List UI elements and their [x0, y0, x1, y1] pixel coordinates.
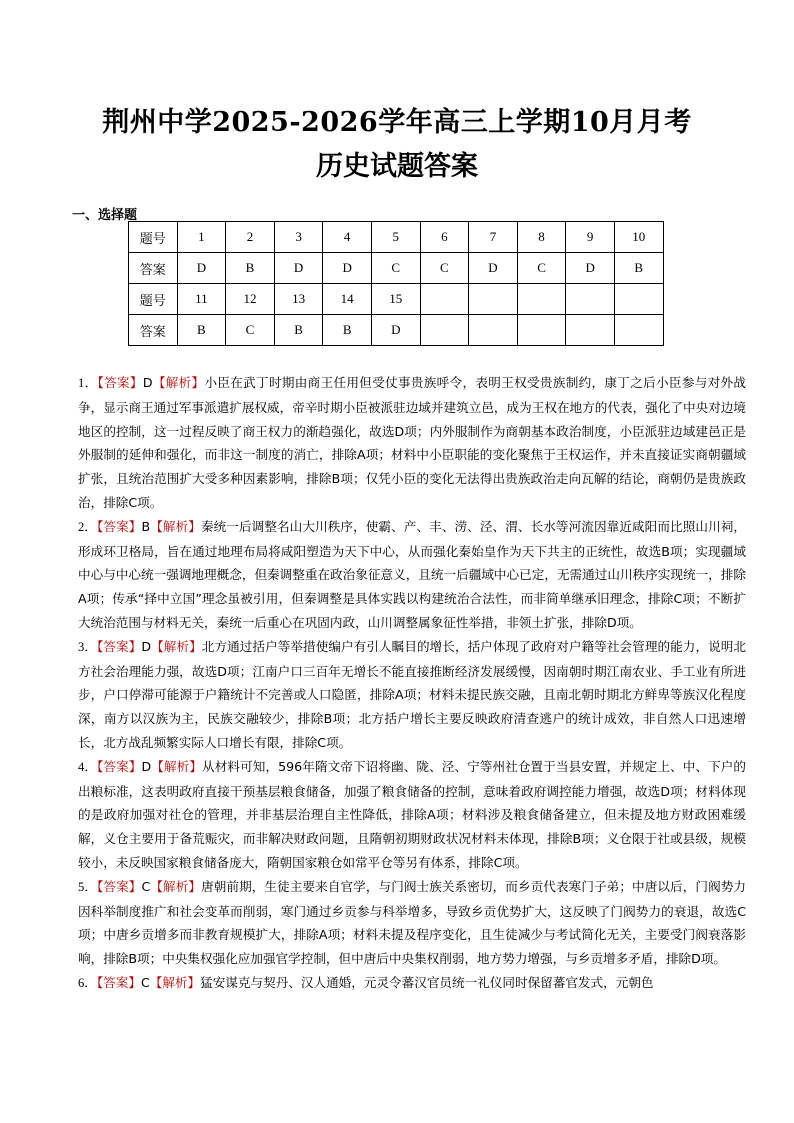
table-row-label: 题号 [129, 222, 178, 253]
table-cell: C [371, 253, 420, 284]
table-cell: 14 [323, 284, 372, 315]
answer-value: C [140, 974, 150, 990]
item-number: 1． [78, 376, 98, 390]
table-cell: C [420, 253, 469, 284]
table-cell: B [323, 315, 372, 346]
answer-item [78, 755, 746, 875]
table-cell: C [226, 315, 275, 346]
table-cell [469, 284, 518, 315]
answer-value: C [141, 878, 151, 894]
answer-label: 【答案】 [96, 974, 141, 990]
table-cell: 8 [517, 222, 566, 253]
answer-label: 【答案】 [97, 375, 143, 390]
table-cell [566, 315, 615, 346]
answer-item [78, 875, 746, 971]
item-number: 3． [78, 639, 98, 654]
answer-value: B [141, 518, 151, 534]
table-cell: C [517, 253, 566, 284]
table-cell: D [371, 315, 420, 346]
table-cell: D [274, 253, 323, 284]
table-cell: B [177, 315, 226, 346]
answer-item [78, 635, 746, 755]
analysis-text: 唐朝前期，生徒主要来自官学，与门阀士族关系密切，而乡贡代表寒门子弟；中唐以后，门阀势力因科举制度推广和社会变革而削弱，寒门通过乡贡参与科举增多，导致乡贡优势扩大，这反映了门阀势力的衰退，故选C项；中唐乡贡增多而非教育规模扩大，排除A项；材料未提及程序变化，且生徒减少与考试简化无关，主要受门阀衰落影响，排除B项；中央集权强化应加强官学控制，但中唐后中央集权削弱，地方势力增强，与乡贡增多矛盾，排除D项。 [78, 878, 747, 967]
answer-label: 【答案】 [97, 638, 142, 654]
analysis-label: 【解析】 [151, 758, 203, 774]
answer-value: D [142, 375, 153, 390]
document-subtitle: 历史试题答案 [316, 151, 478, 182]
table-row [129, 315, 664, 346]
table-cell: D [469, 253, 518, 284]
table-cell [614, 284, 663, 315]
table-cell: 13 [274, 284, 323, 315]
analysis-text: 小臣在武丁时期由商王任用但受仗事贵族呼令，表明王权受贵族制约，康丁之后小臣参与对外战争，显示商王通过军事派遣扩展权威，帝辛时期小臣被派驻边域并建筑立邑，成为王权在地方的代表，强化了中央对边境地区的控制，这一过程反映了商王权力的渐趋强化，故选D项；内外服制作为商朝基本政治制度，小臣派驻边域建邑正是外服制的延伸和强化，而非这一制度的消亡，排除A项；材料中小臣职能的变化聚焦于王权运作，并未直接证实商朝疆域扩张，且统治范围扩大受多种因素影响，排除B项；仅凭小臣的变化无法得出贵族政治走向瓦解的结论，商朝仍是贵族政治，排除C项。 [78, 375, 747, 510]
answer-item [78, 371, 746, 515]
table-cell: 3 [274, 222, 323, 253]
item-number: 4． [78, 759, 98, 774]
section-heading: 一、选择题 [72, 208, 138, 223]
item-number: 2． [78, 519, 98, 534]
table-cell [566, 284, 615, 315]
table-cell: 9 [566, 222, 615, 253]
table-row [129, 253, 664, 284]
table-cell: 2 [226, 222, 275, 253]
answer-item [78, 971, 746, 996]
analysis-text: 从材料可知，596年隋文帝下诏将幽、陇、泾、宁等州社仓置于当县安置，并规定上、中、下户的出粮标准，这表明政府直接干预基层粮食储备，加强了粮食储备的控制，意味着政府调控能力增强，故选D项；材料体现的是政府加强对社仓的管理，并非基层治理自主性降低，排除A项；材料涉及粮食储备建立，但未提及地方财政困难缓解，义仓主要用于备荒赈灾，而非解决财政问题，且隋朝初期财政状况材料未体现，排除B项；义仓限于社或县级，规模较小，未反映国家粮食储备庞大，隋朝国家粮仓如常平仓等另有体系，排除C项。 [78, 758, 747, 870]
table-cell: B [274, 315, 323, 346]
item-number: 5． [78, 879, 98, 894]
analysis-label: 【解析】 [151, 638, 202, 654]
table-cell: B [226, 253, 275, 284]
analysis-text: 猛安谋克与契丹、汉人通婚，元灵令蕃汉官员统一礼仪同时保留蕃官发式，元朝色 [200, 974, 654, 990]
table-row-label: 答案 [129, 253, 178, 284]
analysis-label: 【解析】 [152, 375, 205, 390]
analysis-list [78, 371, 746, 996]
table-cell [420, 284, 469, 315]
analysis-label: 【解析】 [150, 878, 202, 894]
analysis-text: 秦统一后调整名山大川秩序，使霸、产、丰、涝、泾、渭、长水等河流因靠近咸阳而比照山川祠，形成环卫格局，旨在通过地理布局将咸阳塑造为天下中心，从而强化秦始皇作为天下共主的正统性，故选B项；实现疆域中心与中心统一强调地理概念，但秦调整重在政治象征意义，且统一后疆域中心已定，无需通过山川秩序实现统一，排除A项；传承“择中立国”理念虽被引用，但秦调整是具体实践以构建统治合法性，而非简单继承旧理念，排除C项；不断扩大统治范围与材料无关，秦统一后重心在巩固内政，山川调整属象征性举措，非领土扩张，排除D项。 [78, 518, 747, 630]
document-title: 荆州中学2025-2026学年高三上学期10月月考 [102, 107, 692, 138]
table-cell: 7 [469, 222, 518, 253]
table-cell: 1 [177, 222, 226, 253]
table-cell: 5 [371, 222, 420, 253]
analysis-text: 北方通过括户等举措使编户有引人瞩目的增长，括户体现了政府对户籍等社会管理的能力，说明北方社会治理能力强，故选D项；江南户口三百年无增长不能直接推断经济发展缓慢，因南朝时期江南农业、手工业有所进步，户口停滞可能源于户籍统计不完善或人口隐匿，排除A项；材料未提民族交融，且南北朝时期北方鲜卑等族汉化程度深，南方以汉族为主，民族交融较少，排除B项；北方括户增长主要反映政府清查逃户的统计成效，非自然人口迅速增长，北方战乱频繁实际人口增长有限，排除C项。 [78, 638, 747, 750]
answer-table [128, 221, 664, 346]
table-cell: D [323, 253, 372, 284]
answer-item [78, 515, 746, 635]
table-cell: 4 [323, 222, 372, 253]
answer-value: D [141, 758, 152, 774]
answer-value: D [141, 638, 152, 654]
analysis-label: 【解析】 [150, 518, 201, 534]
table-cell: 15 [371, 284, 420, 315]
table-cell: 11 [177, 284, 226, 315]
table-cell: 6 [420, 222, 469, 253]
table-row [129, 222, 664, 253]
table-cell: 10 [614, 222, 663, 253]
table-cell: B [614, 253, 663, 284]
table-cell [517, 284, 566, 315]
answer-label: 【答案】 [97, 758, 142, 774]
table-cell: D [566, 253, 615, 284]
analysis-label: 【解析】 [149, 974, 201, 990]
table-row [129, 284, 664, 315]
answer-label: 【答案】 [97, 518, 142, 534]
table-row-label: 答案 [129, 315, 178, 346]
answer-label: 【答案】 [97, 878, 142, 894]
item-number: 6． [78, 975, 97, 990]
table-cell [614, 315, 663, 346]
table-cell: 12 [226, 284, 275, 315]
table-cell: D [177, 253, 226, 284]
table-row-label: 题号 [129, 284, 178, 315]
table-cell [420, 315, 469, 346]
table-cell [469, 315, 518, 346]
table-cell [517, 315, 566, 346]
